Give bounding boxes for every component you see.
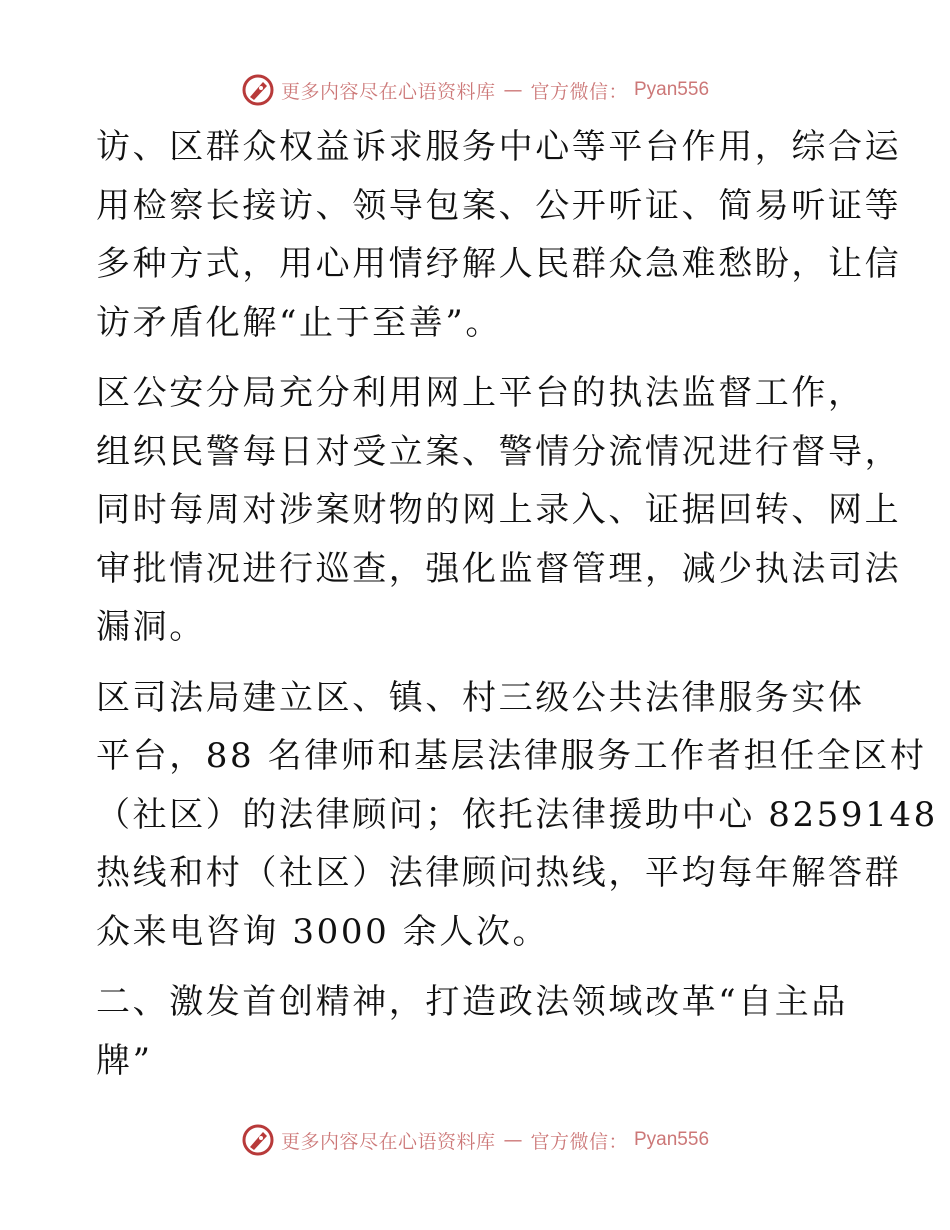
paragraph-gap [96, 961, 856, 973]
document-body [96, 118, 938, 1090]
watermark-text: 更多内容尽在心语资料库 [280, 1130, 496, 1153]
paragraph-petition [96, 118, 902, 352]
text-line: 访、区群众权益诉求服务中心等平台作用，综合运 [96, 127, 902, 167]
paragraph-public-security [96, 364, 902, 657]
watermark-separator: — [503, 1129, 523, 1151]
text-line: 热线和村（社区）法律顾问热线，平均每年解答群 [96, 853, 902, 893]
watermark-wechat-label: 官方微信： [530, 80, 628, 103]
paragraph-justice-bureau [96, 669, 938, 962]
text-line: 漏洞。 [96, 607, 206, 647]
text-line: 平台，88 名律师和基层法律服务工作者担任全区村 [96, 736, 927, 776]
watermark-wechat-id: Pyan556 [634, 79, 710, 100]
text-line: 用检察长接访、领导包案、公开听证、简易听证等 [96, 185, 902, 226]
watermark-wechat-label: 官方微信： [530, 1130, 628, 1153]
text-line: 组织民警每日对受立案、警情分流情况进行督导， [96, 431, 902, 472]
text-line: 牌” [96, 1040, 153, 1081]
text-line: 区司法局建立区、镇、村三级公共法律服务实体 [96, 677, 865, 718]
text-line: 审批情况进行巡查，强化监督管理，减少执法司法 [96, 548, 902, 589]
paragraph-gap [96, 657, 856, 669]
watermark-separator: — [503, 79, 523, 101]
pen-nib-logo-icon [241, 1123, 275, 1157]
text-line: 区公安分局充分利用网上平台的执法监督工作， [96, 373, 865, 413]
text-line: 访矛盾化解“止于至善”。 [96, 302, 502, 343]
text-line: 同时每周对涉案财物的网上录入、证据回转、网上 [96, 490, 902, 530]
paragraph-gap [96, 352, 856, 364]
text-line: 二、激发首创精神，打造政法领域改革“自主品 [96, 982, 848, 1022]
text-line: （社区）的法律顾问；依托法律援助中心 8259148 [96, 794, 938, 835]
text-line: 多种方式，用心用情纾解人民群众急难愁盼，让信 [96, 244, 902, 284]
text-line: 众来电咨询 3000 余人次。 [96, 911, 550, 952]
section-heading [96, 973, 856, 1090]
watermark-text: 更多内容尽在心语资料库 [280, 80, 496, 103]
watermark-wechat-id: Pyan556 [634, 1129, 710, 1150]
header-watermark [0, 68, 950, 112]
pen-nib-logo-icon [241, 73, 275, 107]
footer-watermark [0, 1118, 950, 1162]
